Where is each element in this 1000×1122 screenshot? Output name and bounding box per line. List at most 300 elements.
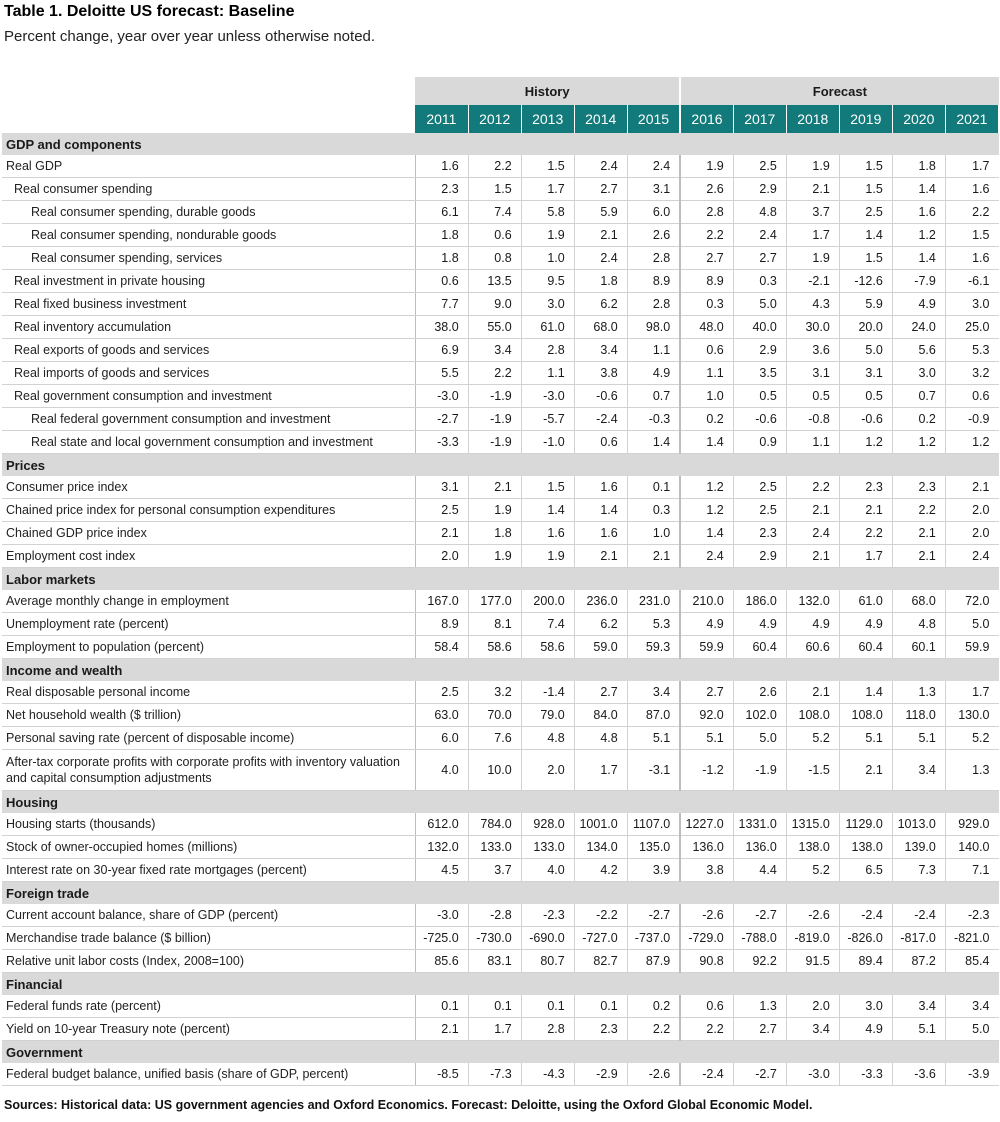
row-label: Unemployment rate (percent) bbox=[2, 613, 415, 636]
value-cell: -1.9 bbox=[468, 431, 521, 454]
value-cell: 1.5 bbox=[468, 178, 521, 201]
value-cell: 1.2 bbox=[680, 476, 733, 499]
row-label: Federal budget balance, unified basis (share of GDP, percent) bbox=[2, 1063, 415, 1086]
header-spacer bbox=[2, 105, 415, 133]
value-cell: 6.9 bbox=[415, 339, 468, 362]
value-cell: 2.7 bbox=[733, 247, 786, 270]
value-cell: 1.7 bbox=[521, 178, 574, 201]
value-cell: 4.9 bbox=[627, 362, 680, 385]
value-cell: 7.3 bbox=[892, 859, 945, 882]
value-cell: 2.0 bbox=[521, 750, 574, 791]
value-cell: 5.1 bbox=[627, 727, 680, 750]
value-cell: 89.4 bbox=[839, 950, 892, 973]
value-cell: 1.9 bbox=[680, 155, 733, 178]
value-cell: 2.1 bbox=[892, 545, 945, 568]
value-cell: 1.6 bbox=[945, 178, 998, 201]
section-header-row bbox=[2, 568, 999, 591]
value-cell: 2.9 bbox=[733, 178, 786, 201]
value-cell: 1.8 bbox=[574, 270, 627, 293]
table-row bbox=[2, 836, 999, 859]
value-cell: 1.6 bbox=[574, 522, 627, 545]
value-cell: 90.8 bbox=[680, 950, 733, 973]
value-cell: 6.5 bbox=[839, 859, 892, 882]
value-cell: 4.8 bbox=[892, 613, 945, 636]
value-cell: 784.0 bbox=[468, 813, 521, 836]
value-cell: 5.1 bbox=[680, 727, 733, 750]
value-cell: 2.1 bbox=[415, 1018, 468, 1041]
value-cell: -2.4 bbox=[680, 1063, 733, 1086]
value-cell: 2.1 bbox=[945, 476, 998, 499]
value-cell: 2.2 bbox=[627, 1018, 680, 1041]
value-cell: 2.3 bbox=[892, 476, 945, 499]
value-cell: 5.2 bbox=[786, 727, 839, 750]
sources-note: Sources: Historical data: US government agencies and Oxford Economics. Forecast: Deloitte, using the Oxford Global Economic Model. bbox=[4, 1098, 813, 1112]
year-header-row bbox=[2, 105, 999, 133]
row-label: Real consumer spending, durable goods bbox=[2, 201, 415, 224]
header-spacer bbox=[2, 77, 415, 105]
value-cell: 5.1 bbox=[839, 727, 892, 750]
value-cell: -1.9 bbox=[733, 750, 786, 791]
value-cell: 2.0 bbox=[945, 499, 998, 522]
value-cell: 83.1 bbox=[468, 950, 521, 973]
table-row bbox=[2, 316, 999, 339]
section-title: Income and wealth bbox=[2, 659, 999, 682]
value-cell: 1227.0 bbox=[680, 813, 733, 836]
value-cell: 0.6 bbox=[680, 995, 733, 1018]
value-cell: 5.0 bbox=[945, 613, 998, 636]
value-cell: 60.1 bbox=[892, 636, 945, 659]
value-cell: 0.2 bbox=[627, 995, 680, 1018]
value-cell: 108.0 bbox=[786, 704, 839, 727]
value-cell: -8.5 bbox=[415, 1063, 468, 1086]
value-cell: 1.8 bbox=[468, 522, 521, 545]
value-cell: 132.0 bbox=[415, 836, 468, 859]
value-cell: 30.0 bbox=[786, 316, 839, 339]
value-cell: 59.3 bbox=[627, 636, 680, 659]
value-cell: -0.3 bbox=[627, 408, 680, 431]
value-cell: 68.0 bbox=[892, 590, 945, 613]
value-cell: 2.1 bbox=[786, 499, 839, 522]
value-cell: 3.0 bbox=[945, 293, 998, 316]
year-header-cell: 2019 bbox=[839, 105, 892, 133]
value-cell: 1.3 bbox=[945, 750, 998, 791]
value-cell: 2.6 bbox=[627, 224, 680, 247]
table-row bbox=[2, 859, 999, 882]
value-cell: 68.0 bbox=[574, 316, 627, 339]
section-title: Prices bbox=[2, 454, 999, 477]
value-cell: 1.2 bbox=[892, 224, 945, 247]
value-cell: 85.6 bbox=[415, 950, 468, 973]
value-cell: 4.8 bbox=[574, 727, 627, 750]
value-cell: 2.8 bbox=[680, 201, 733, 224]
value-cell: 5.2 bbox=[786, 859, 839, 882]
value-cell: 1.5 bbox=[839, 178, 892, 201]
value-cell: 7.7 bbox=[415, 293, 468, 316]
value-cell: 87.0 bbox=[627, 704, 680, 727]
value-cell: 4.9 bbox=[680, 613, 733, 636]
value-cell: 7.6 bbox=[468, 727, 521, 750]
value-cell: 3.1 bbox=[786, 362, 839, 385]
row-label: Real state and local government consumption and investment bbox=[2, 431, 415, 454]
value-cell: 2.1 bbox=[786, 178, 839, 201]
value-cell: 1.2 bbox=[945, 431, 998, 454]
value-cell: 2.5 bbox=[733, 155, 786, 178]
value-cell: 139.0 bbox=[892, 836, 945, 859]
value-cell: 0.7 bbox=[627, 385, 680, 408]
value-cell: 2.7 bbox=[574, 178, 627, 201]
value-cell: 1.9 bbox=[521, 224, 574, 247]
value-cell: 2.8 bbox=[521, 339, 574, 362]
value-cell: 1.0 bbox=[680, 385, 733, 408]
value-cell: 3.7 bbox=[468, 859, 521, 882]
value-cell: 0.1 bbox=[468, 995, 521, 1018]
value-cell: 0.8 bbox=[468, 247, 521, 270]
value-cell: 2.1 bbox=[627, 545, 680, 568]
row-label: Personal saving rate (percent of disposable income) bbox=[2, 727, 415, 750]
value-cell: 2.2 bbox=[839, 522, 892, 545]
value-cell: 929.0 bbox=[945, 813, 998, 836]
value-cell: 58.4 bbox=[415, 636, 468, 659]
value-cell: 3.0 bbox=[892, 362, 945, 385]
table-row bbox=[2, 362, 999, 385]
value-cell: 82.7 bbox=[574, 950, 627, 973]
value-cell: 8.9 bbox=[415, 613, 468, 636]
table-row bbox=[2, 385, 999, 408]
value-cell: 0.5 bbox=[839, 385, 892, 408]
value-cell: 79.0 bbox=[521, 704, 574, 727]
value-cell: 2.1 bbox=[574, 224, 627, 247]
value-cell: 2.2 bbox=[892, 499, 945, 522]
year-header-cell: 2016 bbox=[680, 105, 733, 133]
value-cell: 3.2 bbox=[945, 362, 998, 385]
value-cell: -690.0 bbox=[521, 927, 574, 950]
row-label: Employment to population (percent) bbox=[2, 636, 415, 659]
value-cell: 1.1 bbox=[521, 362, 574, 385]
value-cell: 1.1 bbox=[627, 339, 680, 362]
value-cell: -2.6 bbox=[786, 904, 839, 927]
value-cell: -2.4 bbox=[892, 904, 945, 927]
value-cell: 1.4 bbox=[680, 431, 733, 454]
value-cell: 2.1 bbox=[839, 499, 892, 522]
row-label: Current account balance, share of GDP (percent) bbox=[2, 904, 415, 927]
table-row bbox=[2, 613, 999, 636]
value-cell: -3.1 bbox=[627, 750, 680, 791]
value-cell: 231.0 bbox=[627, 590, 680, 613]
value-cell: 1.0 bbox=[521, 247, 574, 270]
section-header-row bbox=[2, 659, 999, 682]
value-cell: 2.6 bbox=[733, 681, 786, 704]
value-cell: 133.0 bbox=[468, 836, 521, 859]
value-cell: -788.0 bbox=[733, 927, 786, 950]
value-cell: 5.1 bbox=[892, 1018, 945, 1041]
section-header-row bbox=[2, 973, 999, 996]
value-cell: 84.0 bbox=[574, 704, 627, 727]
row-label: Yield on 10-year Treasury note (percent) bbox=[2, 1018, 415, 1041]
value-cell: 134.0 bbox=[574, 836, 627, 859]
value-cell: 1.9 bbox=[468, 499, 521, 522]
value-cell: 0.6 bbox=[574, 431, 627, 454]
value-cell: 102.0 bbox=[733, 704, 786, 727]
history-header: History bbox=[415, 77, 680, 105]
value-cell: 9.0 bbox=[468, 293, 521, 316]
value-cell: 3.9 bbox=[627, 859, 680, 882]
row-label: Employment cost index bbox=[2, 545, 415, 568]
period-header-row bbox=[2, 77, 999, 105]
value-cell: 5.0 bbox=[839, 339, 892, 362]
value-cell: -0.8 bbox=[786, 408, 839, 431]
value-cell: 2.9 bbox=[733, 339, 786, 362]
value-cell: 1129.0 bbox=[839, 813, 892, 836]
forecast-table bbox=[2, 77, 999, 1086]
value-cell: 132.0 bbox=[786, 590, 839, 613]
value-cell: 92.2 bbox=[733, 950, 786, 973]
value-cell: 3.1 bbox=[839, 362, 892, 385]
value-cell: 3.7 bbox=[786, 201, 839, 224]
value-cell: 72.0 bbox=[945, 590, 998, 613]
value-cell: 7.1 bbox=[945, 859, 998, 882]
value-cell: 0.3 bbox=[733, 270, 786, 293]
value-cell: 1.2 bbox=[839, 431, 892, 454]
value-cell: 138.0 bbox=[786, 836, 839, 859]
value-cell: 3.4 bbox=[786, 1018, 839, 1041]
value-cell: 140.0 bbox=[945, 836, 998, 859]
value-cell: 3.4 bbox=[945, 995, 998, 1018]
value-cell: 61.0 bbox=[521, 316, 574, 339]
row-label: Real consumer spending bbox=[2, 178, 415, 201]
section-title: Financial bbox=[2, 973, 999, 996]
value-cell: 1.5 bbox=[945, 224, 998, 247]
value-cell: -0.9 bbox=[945, 408, 998, 431]
value-cell: 92.0 bbox=[680, 704, 733, 727]
value-cell: 2.6 bbox=[680, 178, 733, 201]
value-cell: 1.8 bbox=[415, 224, 468, 247]
value-cell: 48.0 bbox=[680, 316, 733, 339]
value-cell: -2.3 bbox=[521, 904, 574, 927]
value-cell: 2.2 bbox=[468, 362, 521, 385]
value-cell: 58.6 bbox=[468, 636, 521, 659]
value-cell: 80.7 bbox=[521, 950, 574, 973]
value-cell: -3.3 bbox=[415, 431, 468, 454]
value-cell: 60.4 bbox=[839, 636, 892, 659]
value-cell: 3.1 bbox=[627, 178, 680, 201]
value-cell: 4.5 bbox=[415, 859, 468, 882]
value-cell: 0.7 bbox=[892, 385, 945, 408]
value-cell: 0.6 bbox=[945, 385, 998, 408]
value-cell: -729.0 bbox=[680, 927, 733, 950]
row-label: Real federal government consumption and investment bbox=[2, 408, 415, 431]
value-cell: 2.4 bbox=[574, 155, 627, 178]
value-cell: -2.7 bbox=[733, 904, 786, 927]
year-header-cell: 2012 bbox=[468, 105, 521, 133]
table-row bbox=[2, 681, 999, 704]
value-cell: 2.4 bbox=[786, 522, 839, 545]
section-title: Foreign trade bbox=[2, 882, 999, 905]
value-cell: 2.2 bbox=[468, 155, 521, 178]
value-cell: 2.3 bbox=[415, 178, 468, 201]
value-cell: 1.7 bbox=[839, 545, 892, 568]
value-cell: -737.0 bbox=[627, 927, 680, 950]
value-cell: -1.5 bbox=[786, 750, 839, 791]
value-cell: 1.7 bbox=[468, 1018, 521, 1041]
value-cell: 133.0 bbox=[521, 836, 574, 859]
row-label: Real government consumption and investment bbox=[2, 385, 415, 408]
value-cell: 2.7 bbox=[574, 681, 627, 704]
table-row bbox=[2, 201, 999, 224]
value-cell: 2.1 bbox=[839, 750, 892, 791]
value-cell: 4.9 bbox=[786, 613, 839, 636]
value-cell: -727.0 bbox=[574, 927, 627, 950]
value-cell: 0.1 bbox=[574, 995, 627, 1018]
value-cell: 85.4 bbox=[945, 950, 998, 973]
value-cell: 1.6 bbox=[415, 155, 468, 178]
value-cell: 1.9 bbox=[468, 545, 521, 568]
value-cell: -3.0 bbox=[521, 385, 574, 408]
table-row bbox=[2, 339, 999, 362]
table-row bbox=[2, 704, 999, 727]
value-cell: 1.9 bbox=[786, 247, 839, 270]
value-cell: 2.5 bbox=[415, 681, 468, 704]
value-cell: 1107.0 bbox=[627, 813, 680, 836]
value-cell: 70.0 bbox=[468, 704, 521, 727]
row-label: Net household wealth ($ trillion) bbox=[2, 704, 415, 727]
table-row bbox=[2, 1018, 999, 1041]
table-row bbox=[2, 636, 999, 659]
value-cell: 1.4 bbox=[892, 247, 945, 270]
row-label: Average monthly change in employment bbox=[2, 590, 415, 613]
value-cell: 2.1 bbox=[468, 476, 521, 499]
table-row bbox=[2, 522, 999, 545]
value-cell: 0.2 bbox=[892, 408, 945, 431]
row-label: Relative unit labor costs (Index, 2008=100) bbox=[2, 950, 415, 973]
value-cell: 1.4 bbox=[574, 499, 627, 522]
table-row bbox=[2, 224, 999, 247]
value-cell: 1.8 bbox=[415, 247, 468, 270]
value-cell: 4.9 bbox=[839, 1018, 892, 1041]
row-label: Real investment in private housing bbox=[2, 270, 415, 293]
value-cell: 59.9 bbox=[680, 636, 733, 659]
value-cell: 177.0 bbox=[468, 590, 521, 613]
value-cell: 612.0 bbox=[415, 813, 468, 836]
value-cell: 8.1 bbox=[468, 613, 521, 636]
value-cell: 58.6 bbox=[521, 636, 574, 659]
value-cell: 40.0 bbox=[733, 316, 786, 339]
value-cell: 1.2 bbox=[680, 499, 733, 522]
value-cell: 24.0 bbox=[892, 316, 945, 339]
value-cell: 210.0 bbox=[680, 590, 733, 613]
value-cell: 2.0 bbox=[415, 545, 468, 568]
value-cell: -725.0 bbox=[415, 927, 468, 950]
value-cell: 118.0 bbox=[892, 704, 945, 727]
value-cell: 60.6 bbox=[786, 636, 839, 659]
value-cell: 1.2 bbox=[892, 431, 945, 454]
value-cell: 2.3 bbox=[839, 476, 892, 499]
value-cell: 1.4 bbox=[627, 431, 680, 454]
value-cell: 1.7 bbox=[786, 224, 839, 247]
row-label: Real GDP bbox=[2, 155, 415, 178]
table-row bbox=[2, 950, 999, 973]
value-cell: -821.0 bbox=[945, 927, 998, 950]
value-cell: 1.6 bbox=[521, 522, 574, 545]
section-header-row bbox=[2, 882, 999, 905]
value-cell: -3.3 bbox=[839, 1063, 892, 1086]
value-cell: 87.9 bbox=[627, 950, 680, 973]
row-label: Real fixed business investment bbox=[2, 293, 415, 316]
value-cell: -0.6 bbox=[839, 408, 892, 431]
value-cell: 5.1 bbox=[892, 727, 945, 750]
row-label: Stock of owner-occupied homes (millions) bbox=[2, 836, 415, 859]
value-cell: 59.0 bbox=[574, 636, 627, 659]
section-title: Labor markets bbox=[2, 568, 999, 591]
value-cell: 0.6 bbox=[415, 270, 468, 293]
value-cell: -3.0 bbox=[786, 1063, 839, 1086]
value-cell: 3.4 bbox=[627, 681, 680, 704]
value-cell: -1.2 bbox=[680, 750, 733, 791]
value-cell: 2.0 bbox=[786, 995, 839, 1018]
table-row bbox=[2, 590, 999, 613]
value-cell: 2.5 bbox=[733, 499, 786, 522]
value-cell: 5.0 bbox=[733, 293, 786, 316]
row-label: Real imports of goods and services bbox=[2, 362, 415, 385]
value-cell: 2.1 bbox=[574, 545, 627, 568]
value-cell: 1.8 bbox=[892, 155, 945, 178]
section-header-row bbox=[2, 454, 999, 477]
row-label: Real inventory accumulation bbox=[2, 316, 415, 339]
forecast-header: Forecast bbox=[680, 77, 998, 105]
value-cell: 3.4 bbox=[892, 995, 945, 1018]
value-cell: -2.6 bbox=[680, 904, 733, 927]
value-cell: 3.8 bbox=[680, 859, 733, 882]
value-cell: 1.4 bbox=[839, 681, 892, 704]
value-cell: 928.0 bbox=[521, 813, 574, 836]
table-row bbox=[2, 1063, 999, 1086]
value-cell: 0.1 bbox=[415, 995, 468, 1018]
row-label: Real consumer spending, nondurable goods bbox=[2, 224, 415, 247]
section-header-row bbox=[2, 1041, 999, 1064]
value-cell: 136.0 bbox=[680, 836, 733, 859]
value-cell: 0.5 bbox=[733, 385, 786, 408]
value-cell: 1.9 bbox=[521, 545, 574, 568]
value-cell: 2.1 bbox=[415, 522, 468, 545]
value-cell: 2.9 bbox=[733, 545, 786, 568]
year-header-cell: 2013 bbox=[521, 105, 574, 133]
table-row bbox=[2, 499, 999, 522]
value-cell: -730.0 bbox=[468, 927, 521, 950]
table-row bbox=[2, 155, 999, 178]
value-cell: -0.6 bbox=[733, 408, 786, 431]
value-cell: 136.0 bbox=[733, 836, 786, 859]
year-header-cell: 2018 bbox=[786, 105, 839, 133]
value-cell: 5.2 bbox=[945, 727, 998, 750]
value-cell: 5.0 bbox=[945, 1018, 998, 1041]
table-row bbox=[2, 247, 999, 270]
value-cell: 8.9 bbox=[627, 270, 680, 293]
value-cell: 3.2 bbox=[468, 681, 521, 704]
value-cell: -3.0 bbox=[415, 385, 468, 408]
value-cell: -4.3 bbox=[521, 1063, 574, 1086]
value-cell: 98.0 bbox=[627, 316, 680, 339]
value-cell: -12.6 bbox=[839, 270, 892, 293]
value-cell: 0.5 bbox=[786, 385, 839, 408]
value-cell: 1.5 bbox=[521, 476, 574, 499]
year-header-cell: 2021 bbox=[945, 105, 998, 133]
value-cell: 6.2 bbox=[574, 613, 627, 636]
value-cell: -3.0 bbox=[415, 904, 468, 927]
value-cell: 2.4 bbox=[574, 247, 627, 270]
value-cell: 1.9 bbox=[786, 155, 839, 178]
value-cell: 5.3 bbox=[627, 613, 680, 636]
value-cell: 2.4 bbox=[627, 155, 680, 178]
value-cell: -3.9 bbox=[945, 1063, 998, 1086]
